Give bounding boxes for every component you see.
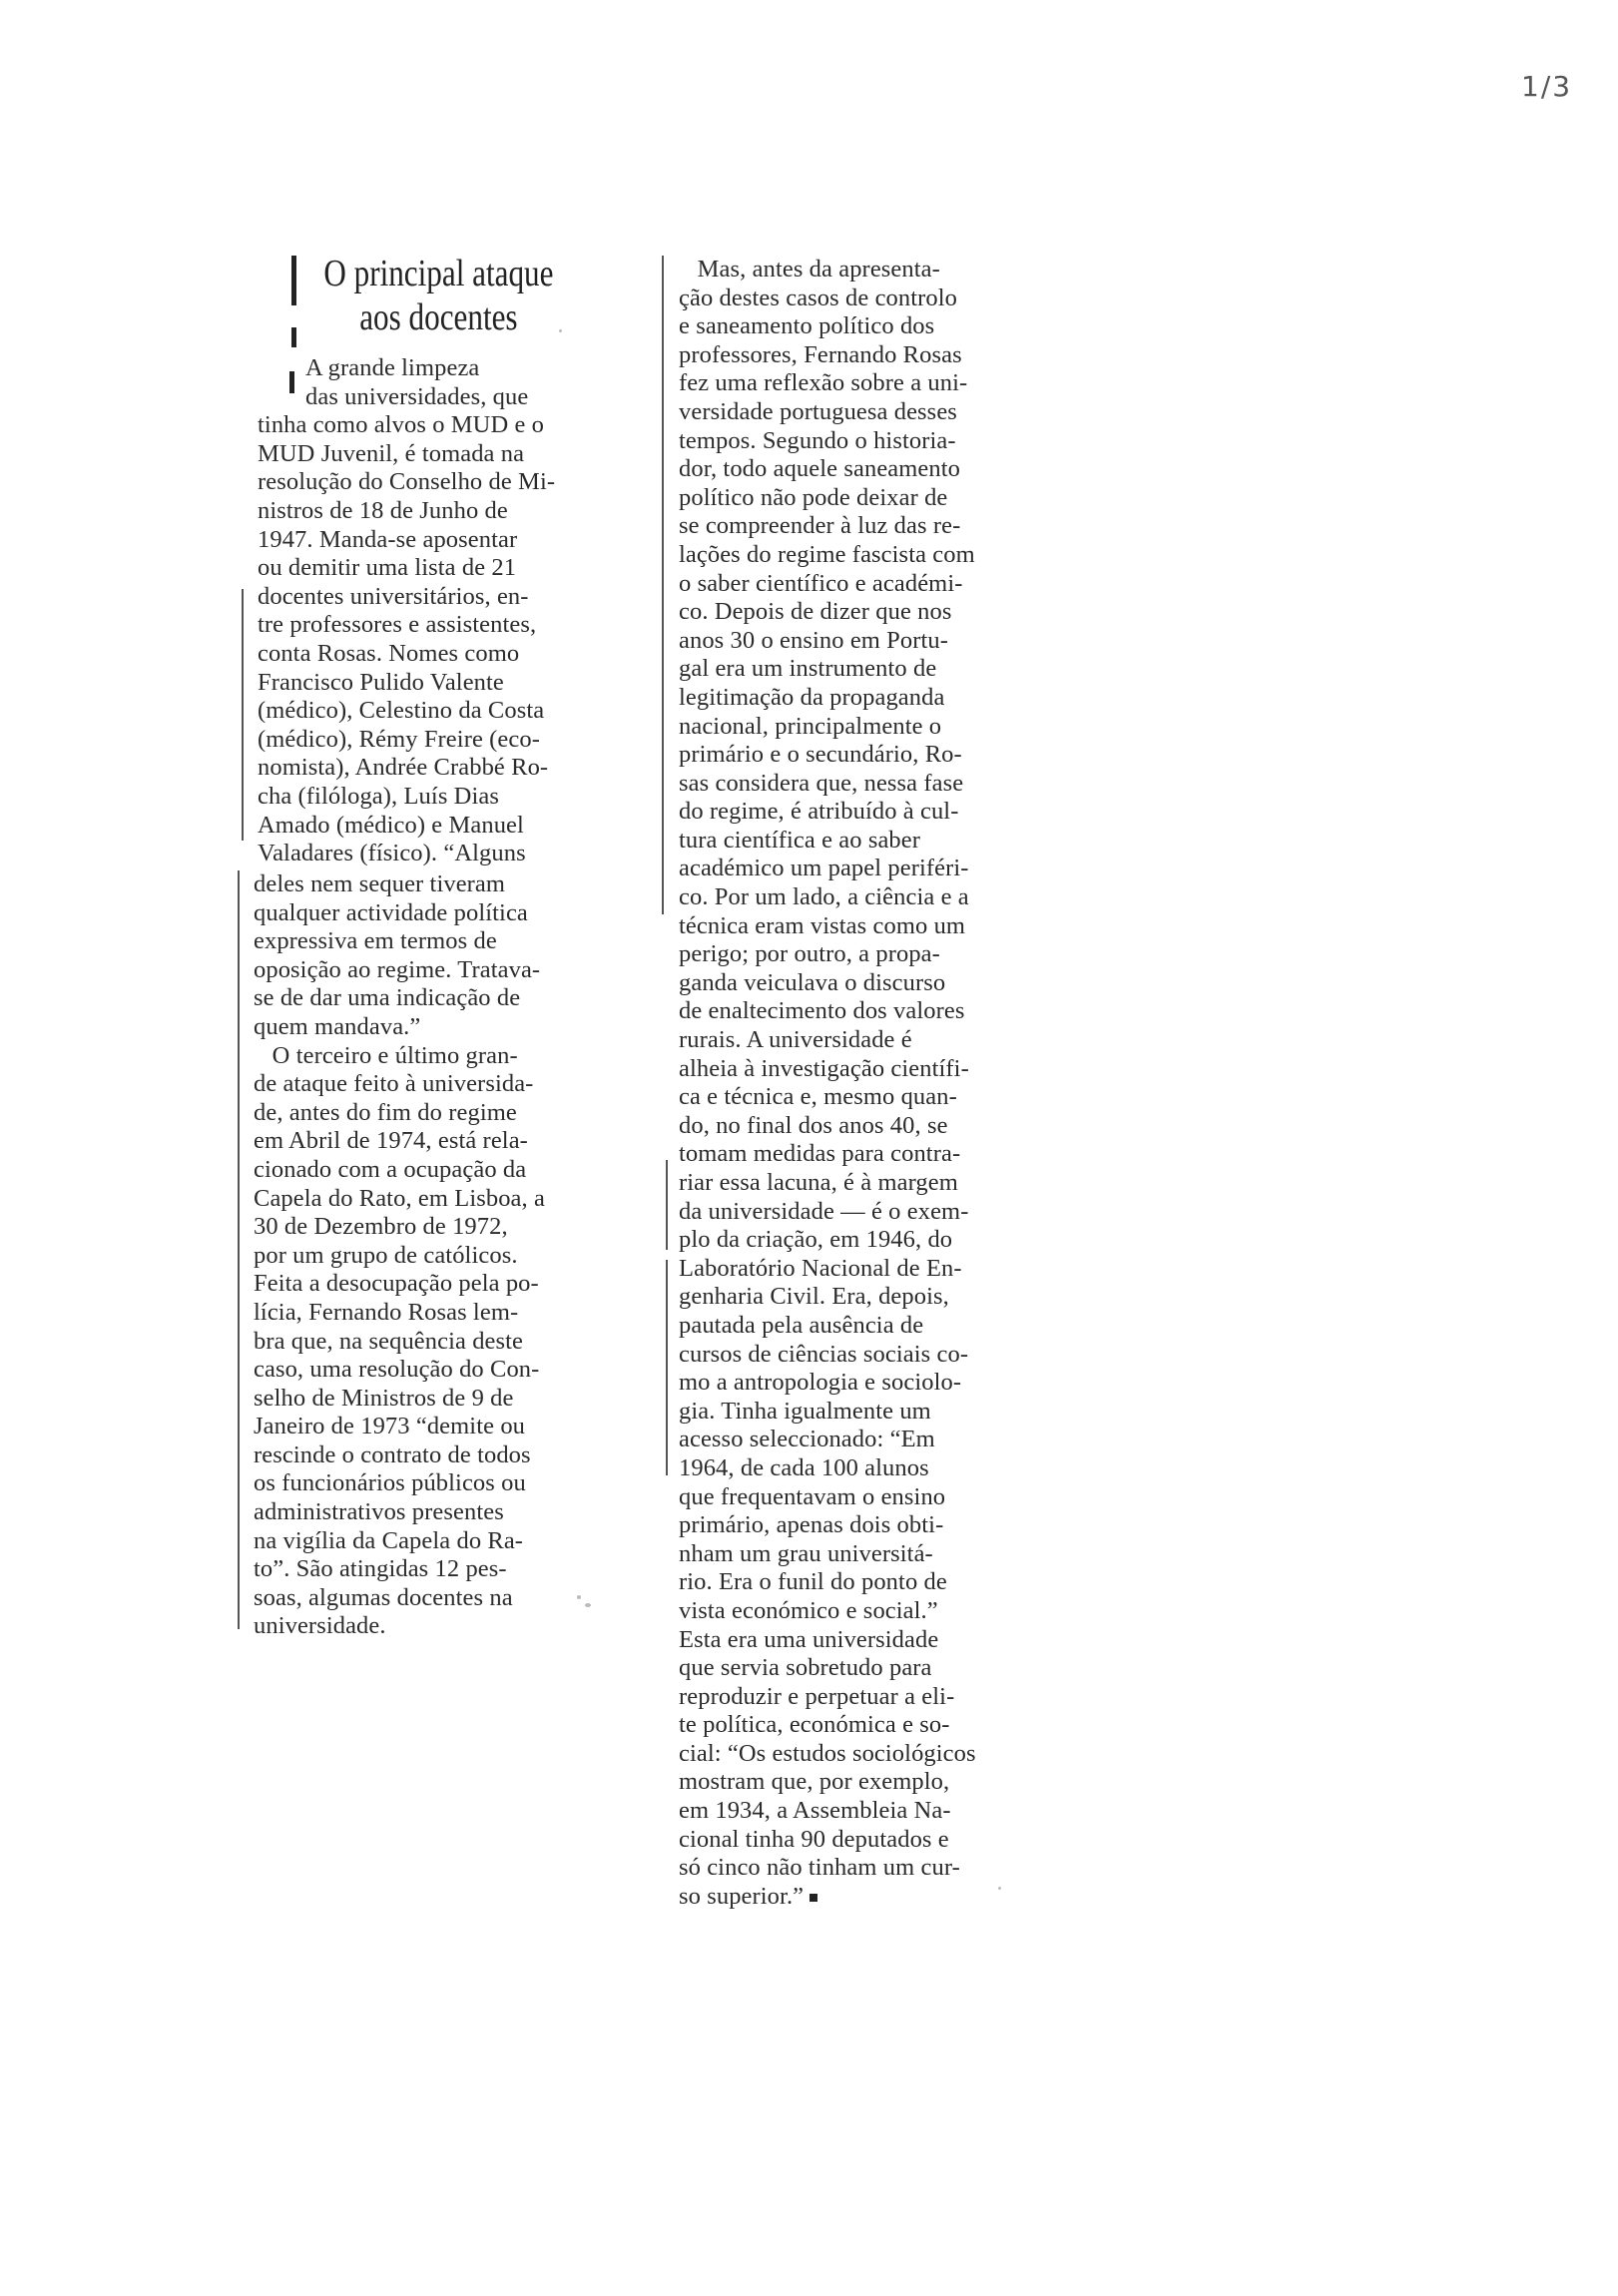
- text-line: o saber científico e académi-: [679, 569, 963, 597]
- text-line: em 1934, a Assembleia Na-: [679, 1797, 951, 1825]
- text-line: nham um grau universitá-: [679, 1539, 933, 1567]
- text-line: lações do regime fascista com: [679, 540, 975, 568]
- text-line: 1964, de cada 100 alunos: [679, 1453, 929, 1481]
- end-of-article-mark: [809, 1894, 817, 1902]
- text-line: vista económico e social.”: [679, 1596, 938, 1624]
- text-line: ganda veiculava o discurso: [679, 968, 946, 996]
- text-line: cha (filóloga), Luís Dias: [258, 782, 499, 810]
- text-line: (médico), Celestino da Costa: [258, 697, 545, 725]
- text-line: mostram que, por exemplo,: [679, 1768, 950, 1796]
- text-line: lícia, Fernando Rosas lem-: [254, 1298, 519, 1326]
- text-line: co. Por um lado, a ciência e a: [679, 883, 969, 911]
- text-line: de enaltecimento dos valores: [679, 997, 965, 1025]
- text-line: legitimação da propaganda: [679, 683, 945, 711]
- text-line: riar essa lacuna, é à margem: [679, 1169, 958, 1196]
- text-line: pautada pela ausência de: [679, 1311, 924, 1339]
- text-line: cional tinha 90 deputados e: [679, 1825, 949, 1853]
- text-line: Feita a desocupação pela po-: [254, 1270, 539, 1298]
- text-line: cionado com a ocupação da: [254, 1155, 527, 1183]
- left-column-rule-lower: [238, 870, 240, 1629]
- text-line: co. Depois de dizer que nos: [679, 598, 952, 626]
- text-line: rio. Era o funil do ponto de: [679, 1568, 947, 1596]
- text-line: resolução do Conselho de Mi-: [258, 468, 556, 496]
- text-line: do, no final dos anos 40, se: [679, 1111, 948, 1139]
- text-line: sas considera que, nessa fase: [679, 769, 964, 797]
- text-line: rescinde o contrato de todos: [254, 1440, 531, 1468]
- headline-line-1: O principal ataque: [323, 253, 554, 294]
- text-line: cial: “Os estudos sociológicos: [679, 1739, 976, 1767]
- text-line: anos 30 o ensino em Portu-: [679, 626, 949, 654]
- text-line: Laboratório Nacional de En-: [679, 1254, 962, 1282]
- page-number: 1/3: [1521, 70, 1573, 103]
- headline-rule-mid: [291, 327, 296, 347]
- text-line: primário, apenas dois obti-: [679, 1511, 944, 1539]
- text-line: os funcionários públicos ou: [254, 1469, 526, 1497]
- text-line: administrativos presentes: [254, 1498, 504, 1526]
- text-line: acesso seleccionado: “Em: [679, 1426, 935, 1453]
- scan-speck: [998, 1887, 1001, 1890]
- text-line: deles nem sequer tiveram: [254, 870, 506, 897]
- text-line: Esta era uma universidade: [679, 1625, 939, 1653]
- text-line: académico um papel periféri-: [679, 855, 969, 882]
- text-line: professores, Fernando Rosas: [679, 340, 962, 368]
- text-line: universidade.: [254, 1612, 386, 1640]
- text-line: conta Rosas. Nomes como: [258, 639, 520, 667]
- left-column-rule-upper: [242, 589, 244, 841]
- text-line: MUD Juvenil, é tomada na: [258, 439, 525, 467]
- text-line: se compreender à luz das re-: [679, 512, 961, 540]
- text-line-final: so superior.”: [679, 1882, 805, 1910]
- text-line: Capela do Rato, em Lisboa, a: [254, 1184, 545, 1212]
- text-line: to”. São atingidas 12 pes-: [254, 1555, 507, 1583]
- text-line: Francisco Pulido Valente: [258, 668, 504, 696]
- text-line: nomista), Andrée Crabbé Ro-: [258, 754, 549, 782]
- text-line: em Abril de 1974, está rela-: [254, 1127, 528, 1155]
- text-line: docentes universitários, en-: [258, 582, 529, 610]
- text-line: quem mandava.”: [254, 1012, 421, 1040]
- text-line: 30 de Dezembro de 1972,: [254, 1213, 508, 1241]
- text-line: expressiva em termos de: [254, 927, 497, 955]
- text-line: (médico), Rémy Freire (eco-: [258, 725, 540, 753]
- text-line: qualquer actividade política: [254, 898, 528, 926]
- text-line-last: [679, 1883, 976, 1912]
- text-line: primário e o secundário, Ro-: [679, 741, 962, 769]
- text-line: tre professores e assistentes,: [258, 611, 537, 639]
- text-line: Amado (médico) e Manuel: [258, 811, 524, 839]
- article-headline: [299, 252, 578, 339]
- text-line: 1947. Manda-se aposentar: [258, 525, 518, 553]
- text-line: Mas, antes da apresenta-: [679, 256, 940, 283]
- text-line: ou demitir uma lista de 21: [258, 554, 517, 582]
- text-line: bra que, na sequência deste: [254, 1327, 524, 1355]
- text-line: do regime, é atribuído à cul-: [679, 798, 959, 826]
- text-line: na vigília da Capela do Ra-: [254, 1526, 524, 1554]
- left-column-top: [258, 354, 555, 868]
- right-column-rule-upper: [662, 256, 664, 914]
- text-line: alheia à investigação científi-: [679, 1054, 969, 1082]
- scan-speck: [577, 1595, 581, 1599]
- text-line: ção destes casos de controlo: [679, 284, 958, 311]
- text-line: caso, uma resolução do Con-: [254, 1356, 540, 1384]
- text-line: selho de Ministros de 9 de: [254, 1384, 514, 1412]
- text-line: nacional, principalmente o: [679, 712, 942, 740]
- right-column: [679, 256, 976, 1911]
- text-line: versidade portuguesa desses: [679, 397, 957, 425]
- text-line: mo a antropologia e sociolo-: [679, 1369, 962, 1397]
- text-line: O terceiro e último gran-: [254, 1041, 518, 1069]
- text-line: tempos. Segundo o historia-: [679, 426, 956, 454]
- text-line: gal era um instrumento de: [679, 655, 937, 683]
- text-line: plo da criação, em 1946, do: [679, 1226, 953, 1254]
- text-line: Valadares (físico). “Alguns: [258, 840, 526, 867]
- text-line: nistros de 18 de Junho de: [258, 496, 508, 524]
- text-line: e saneamento político dos: [679, 312, 935, 340]
- text-line: das universidades, que: [305, 382, 529, 410]
- headline-line-2: aos docentes: [359, 296, 518, 338]
- text-line: Janeiro de 1973 “demite ou: [254, 1413, 526, 1440]
- text-line: perigo; por outro, a propa-: [679, 940, 940, 968]
- text-line: soas, algumas docentes na: [254, 1583, 513, 1611]
- text-line: tura científica e ao saber: [679, 826, 921, 854]
- headline-rule-top: [291, 256, 296, 305]
- text-line: da universidade — é o exem-: [679, 1197, 969, 1225]
- text-line: cursos de ciências sociais co-: [679, 1340, 969, 1368]
- text-line: te política, económica e so-: [679, 1711, 950, 1739]
- text-line: só cinco não tinham um cur-: [679, 1854, 960, 1882]
- scan-speck: [585, 1603, 591, 1607]
- text-line: técnica eram vistas como um: [679, 911, 966, 939]
- text-line: genharia Civil. Era, depois,: [679, 1283, 949, 1311]
- scan-speck: [559, 329, 562, 332]
- text-line: dor, todo aquele saneamento: [679, 455, 961, 483]
- text-line: de ataque feito à universida-: [254, 1070, 534, 1098]
- text-line: oposição ao regime. Tratava-: [254, 955, 541, 983]
- text-line: se de dar uma indicação de: [254, 984, 521, 1012]
- text-line: gia. Tinha igualmente um: [679, 1397, 931, 1425]
- text-line: de, antes do fim do regime: [254, 1098, 517, 1126]
- left-column-bottom: [254, 870, 545, 1641]
- text-line: ca e técnica e, mesmo quan-: [679, 1083, 957, 1111]
- text-line: tinha como alvos o MUD e o: [258, 411, 545, 439]
- right-column-rule-lower: [666, 1160, 668, 1250]
- right-column-rule-bottom: [666, 1260, 668, 1475]
- text-line: que frequentavam o ensino: [679, 1482, 946, 1510]
- text-line: A grande limpeza: [305, 354, 480, 381]
- text-line: que servia sobretudo para: [679, 1654, 932, 1682]
- text-line: reproduzir e perpetuar a eli-: [679, 1682, 955, 1710]
- text-line: tomam medidas para contra-: [679, 1140, 961, 1168]
- text-line: rurais. A universidade é: [679, 1026, 912, 1054]
- text-line: fez uma reflexão sobre a uni-: [679, 369, 968, 397]
- text-line: político não pode deixar de: [679, 483, 948, 511]
- text-line: por um grupo de católicos.: [254, 1241, 518, 1269]
